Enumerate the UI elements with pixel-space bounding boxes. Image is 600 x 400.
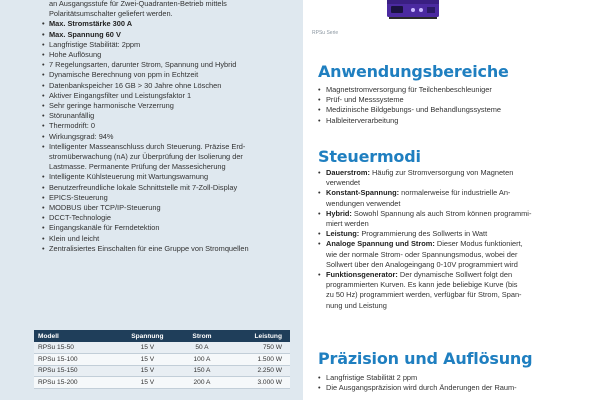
spec-item: • Langfristige Stabilität: 2ppm bbox=[42, 40, 303, 50]
control-mode-label: Leistung: bbox=[326, 229, 360, 239]
control-mode-text: Der dynamische Sollwert folgt den bbox=[397, 270, 513, 280]
product-image bbox=[385, 0, 441, 24]
list-item: • Halbleiterverarbeitung bbox=[318, 116, 588, 126]
spec-item: • Klein und leicht bbox=[42, 234, 303, 244]
table-row bbox=[34, 354, 290, 366]
spec-item: • Eingangskanäle für Ferndetektion bbox=[42, 223, 303, 233]
cell-power: 3.000 W bbox=[224, 377, 290, 389]
cell-voltage: 15 V bbox=[114, 377, 180, 389]
cell-current: 100 A bbox=[180, 354, 223, 366]
control-mode-item bbox=[318, 270, 588, 311]
spec-item: • Hohe Auflösung bbox=[42, 50, 303, 60]
control-mode-text: verwendet bbox=[326, 178, 361, 188]
spec-item: • Intelligenter Masseanschluss durch Steuerung. Präzise Erd- bbox=[42, 142, 303, 152]
cell-voltage: 15 V bbox=[114, 365, 180, 377]
control-mode-text: wendungen verwendet bbox=[326, 198, 401, 208]
list-item: • Medizinische Bildgebungs- und Behandlungssysteme bbox=[318, 105, 588, 115]
cell-current: 50 A bbox=[180, 342, 223, 354]
spec-item: • Max. Stromstärke 300 A bbox=[42, 19, 303, 29]
cell-model: RPSu 15-50 bbox=[34, 342, 114, 354]
spec-item: • MODBUS über TCP/IP-Steuerung bbox=[42, 203, 303, 213]
table-row bbox=[34, 377, 290, 389]
content-panel bbox=[303, 0, 600, 400]
control-mode-text: wie der normale Strom- oder Spannungsmodus, wobei der bbox=[326, 249, 518, 259]
spec-list bbox=[0, 19, 303, 254]
table-header-row bbox=[34, 330, 290, 342]
control-mode-text: nung und Leistung bbox=[326, 300, 387, 310]
spec-continuation-line-2: Polaritätsumschalter geliefert werden. bbox=[49, 9, 173, 19]
control-mode-item bbox=[318, 239, 588, 270]
precision-list bbox=[318, 373, 588, 393]
spec-item: • Thermodrift: 0 bbox=[42, 121, 303, 131]
control-mode-item bbox=[318, 229, 588, 239]
table-row bbox=[34, 365, 290, 377]
control-modes-title: Steuermodi bbox=[318, 147, 421, 166]
control-mode-item bbox=[318, 209, 588, 229]
spec-item: • Zentralisiertes Einschalten für eine Gruppe von Stromquellen bbox=[42, 244, 303, 254]
header-model: Modell bbox=[34, 330, 114, 342]
control-mode-item bbox=[318, 188, 588, 208]
spec-item: • Benutzerfreundliche lokale Schnittstelle mit 7-Zoll-Display bbox=[42, 183, 303, 193]
cell-power: 1.500 W bbox=[224, 354, 290, 366]
control-mode-label: Hybrid: bbox=[326, 208, 352, 218]
table-row bbox=[34, 342, 290, 354]
precision-title: Präzision und Auflösung bbox=[318, 349, 533, 368]
image-caption: RPSu Serie bbox=[312, 30, 339, 36]
control-mode-text: miert werden bbox=[326, 219, 369, 229]
cell-model: RPSu 15-200 bbox=[34, 377, 114, 389]
spec-item: • Sehr geringe harmonische Verzerrung bbox=[42, 101, 303, 111]
spec-item: • Wirkungsgrad: 94% bbox=[42, 132, 303, 142]
spec-item: • 7 Regelungsarten, darunter Strom, Spannung und Hybrid bbox=[42, 60, 303, 70]
model-table bbox=[34, 330, 290, 389]
control-modes-list bbox=[318, 168, 588, 311]
cell-model: RPSu 15-150 bbox=[34, 365, 114, 377]
cell-current: 200 A bbox=[180, 377, 223, 389]
list-item: • Magnetstromversorgung für Teilchenbeschleuniger bbox=[318, 85, 588, 95]
spec-item: • Störunanfällig bbox=[42, 111, 303, 121]
control-mode-label: Funktionsgenerator: bbox=[326, 270, 398, 280]
header-power: Leistung bbox=[224, 330, 290, 342]
cell-power: 750 W bbox=[224, 342, 290, 354]
control-mode-text: Programmierung des Sollwerts in Watt bbox=[359, 229, 488, 239]
spec-item: stromüberwachung (nA) zur Überprüfung der Isolierung der bbox=[49, 152, 243, 162]
list-item: • Prüf- und Messsysteme bbox=[318, 95, 588, 105]
control-mode-text: Dieser Modus funktioniert, bbox=[434, 239, 523, 249]
control-mode-label: Konstant-Spannung: bbox=[326, 188, 400, 198]
cell-current: 150 A bbox=[180, 365, 223, 377]
control-mode-label: Dauerstrom: bbox=[326, 168, 370, 177]
spec-item: • DCCT-Technologie bbox=[42, 213, 303, 223]
control-mode-text: programmierten Kurven. Es kann jede beliebige Kurve (bis bbox=[326, 280, 518, 290]
header-voltage: Spannung bbox=[114, 330, 180, 342]
list-item: • Die Ausgangspräzision wird durch Änderungen der Raum- bbox=[318, 383, 588, 393]
spec-continuation bbox=[0, 0, 303, 19]
applications-title: Anwendungsbereiche bbox=[318, 62, 509, 81]
spec-item: • Intelligente Kühlsteuerung mit Wartungswarnung bbox=[42, 172, 303, 182]
cell-model: RPSu 15-100 bbox=[34, 354, 114, 366]
control-mode-text: Häufig zur Stromversorgung von Magneten bbox=[369, 168, 514, 177]
spec-item: • Datenbankspeicher 16 GB > 30 Jahre ohne Löschen bbox=[42, 81, 303, 91]
spec-item: • Max. Spannung 60 V bbox=[42, 30, 303, 40]
list-item: • Langfristige Stabilität 2 ppm bbox=[318, 373, 588, 383]
control-mode-text: normalerweise für industrielle An- bbox=[399, 188, 511, 198]
control-mode-text: Sowohl Spannung als auch Strom können programmi- bbox=[351, 208, 532, 218]
power-supply-device-icon bbox=[385, 0, 441, 24]
cell-power: 2.250 W bbox=[224, 365, 290, 377]
spec-item: • Dynamische Berechnung von ppm in Echtzeit bbox=[42, 70, 303, 80]
cell-voltage: 15 V bbox=[114, 354, 180, 366]
cell-voltage: 15 V bbox=[114, 342, 180, 354]
spec-continuation-line-1: an Ausgangsstufe für Zwei-Quadranten-Betrieb mittels bbox=[49, 0, 227, 8]
control-mode-text: Sollwert über den Analogeingang 0-10V programmiert wird bbox=[326, 259, 518, 269]
spec-item: • Aktiver Eingangsfilter und Leistungsfaktor 1 bbox=[42, 91, 303, 101]
header-current: Strom bbox=[180, 330, 223, 342]
applications-list bbox=[318, 85, 588, 126]
control-mode-text: zu 50 Hz) programmiert werden, verfügbar für Strom, Span- bbox=[326, 290, 522, 300]
control-mode-item bbox=[318, 168, 588, 188]
spec-item: • EPICS-Steuerung bbox=[42, 193, 303, 203]
spec-item: Lastmasse. Permanente Prüfung der Massesicherung bbox=[49, 162, 226, 172]
control-mode-label: Analoge Spannung und Strom: bbox=[326, 239, 435, 249]
